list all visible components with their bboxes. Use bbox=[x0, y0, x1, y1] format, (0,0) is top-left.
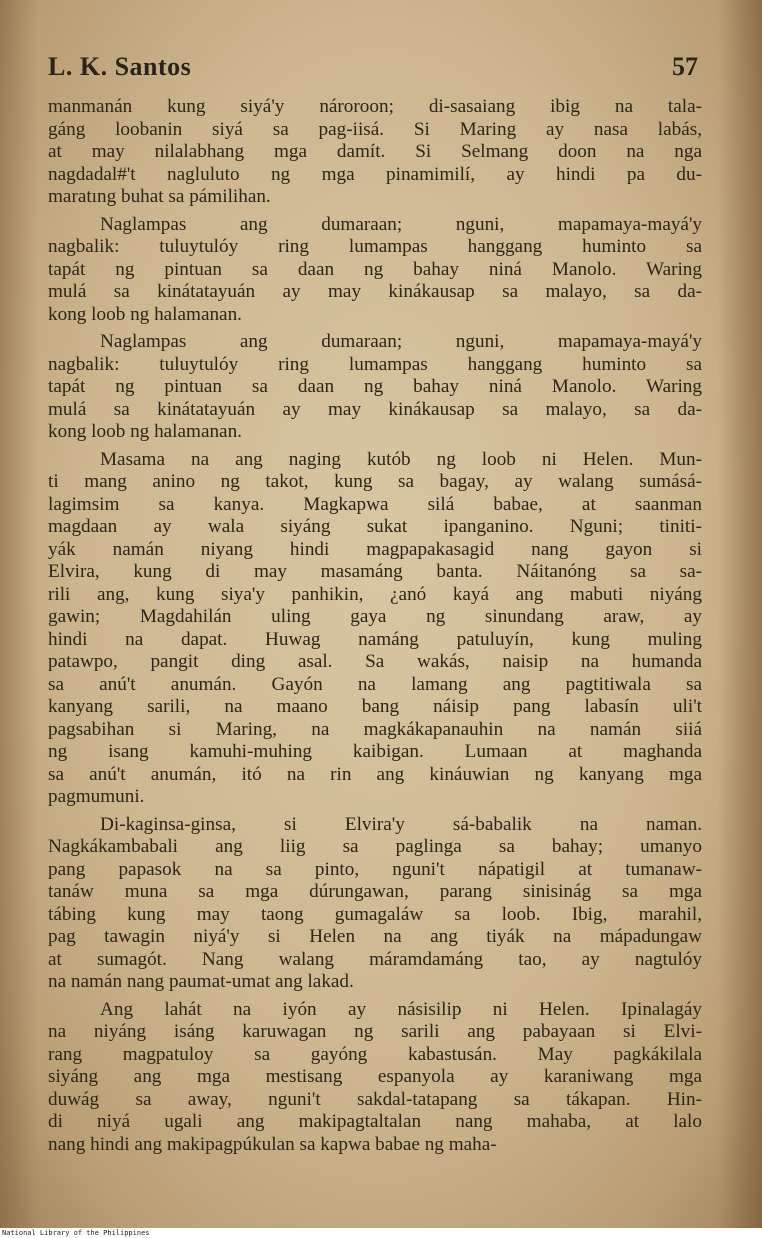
text-line: patawpo, pangit ding asal. Sa wakás, naisip na humanda bbox=[48, 651, 702, 672]
text-line: kong loob ng halamanan. bbox=[48, 303, 242, 325]
text-line: mulá sa kinátatayuán ay may kinákausap sa malayo, sa da- bbox=[48, 398, 702, 420]
page-header bbox=[48, 52, 698, 88]
text-line: pag tawagin niyá'y si Helen na ang tiyák na mápadungaw bbox=[48, 926, 702, 947]
paragraph bbox=[48, 96, 702, 209]
text-line: gáng loobanin siyá sa pag-iisá. Si Maring ay nasa labás, bbox=[48, 118, 702, 140]
text-line: at sumagót. Nang walang máramdamáng tao, ay nagtulóy bbox=[48, 948, 702, 970]
text-line: gawin; Magdahilán uling gaya ng sinundang araw, ay bbox=[48, 606, 702, 627]
text-line: ng isang kamuhi-muhing kaibigan. Lumaan at maghanda bbox=[48, 741, 702, 762]
text-line: na namán nang paumat-umat ang lakad. bbox=[48, 971, 354, 992]
paragraph bbox=[48, 814, 702, 994]
text-line: Di-kaginsa-ginsa, si Elvira'y sá-babalik na naman. bbox=[100, 813, 702, 835]
text-line: rili ang, kung siya'y panhikin, ¿anó kayá ang mabuti niyáng bbox=[48, 583, 702, 605]
body-text bbox=[48, 96, 702, 1156]
text-line: tanáw muna sa mga dúrungawan, parang sinisinág sa mga bbox=[48, 881, 702, 902]
text-line: sa anú't anumán, itó na rin ang kináuwian ng kanyang mga bbox=[48, 763, 702, 785]
text-line: Elvira, kung di may masamáng banta. Náitanóng sa sa- bbox=[48, 561, 702, 582]
text-line: nagdadal#'t nagluluto ng mga pinamimilí, ay hindi pa du- bbox=[48, 163, 702, 185]
text-line: hindi na dapat. Huwag namáng patuluyín, kung muling bbox=[48, 628, 702, 650]
paragraph bbox=[48, 331, 702, 444]
footer-credit: National Library of the Philippines bbox=[2, 1229, 150, 1237]
text-line: tapát ng pintuan sa daan ng bahay niná Manolo. Waring bbox=[48, 376, 702, 397]
text-line: ti mang anino ng takot, kung sa bagay, ay walang sumásá- bbox=[48, 471, 702, 492]
page-number: 57 bbox=[672, 52, 698, 81]
text-line: sa anú't anumán. Gayón na lamang ang pagtitiwala sa bbox=[48, 673, 702, 695]
running-head: L. K. Santos bbox=[48, 52, 192, 81]
text-line: di niyá ugali ang makipagtaltalan nang mahaba, at lalo bbox=[48, 1111, 702, 1132]
text-line: lagimsim sa kanya. Magkapwa silá babae, at saanman bbox=[48, 493, 702, 515]
text-line: nagbalik: tuluytulóy ring lumampas hanggang huminto sa bbox=[48, 236, 702, 257]
text-line: duwág sa away, nguni't sakdal-tatapang sa tákapan. Hin- bbox=[48, 1088, 702, 1110]
page-shadow-left bbox=[0, 0, 38, 1228]
text-line: nagbalik: tuluytulóy ring lumampas hanggang huminto sa bbox=[48, 353, 702, 375]
text-line: yák namán niyang hindi magpapakasagid nang gayon si bbox=[48, 538, 702, 560]
text-line: nang hindi ang makipagpúkulan sa kapwa babae ng maha- bbox=[48, 1133, 497, 1155]
text-line: pagsabihan si Maring, na magkákapanauhin na namán siiá bbox=[48, 718, 702, 740]
text-line: magdaan ay wala siyáng sukat ipanganino. Nguni; tiniti- bbox=[48, 516, 702, 537]
text-line: kong loob ng halamanan. bbox=[48, 421, 242, 442]
text-line: Masama na ang naging kutób ng loob ni Helen. Mun- bbox=[100, 448, 702, 470]
text-line: manmanán kung siyá'y nároroon; di-sasaiang ibig na tala- bbox=[48, 96, 702, 117]
paragraph bbox=[48, 214, 702, 327]
text-line: mulá sa kinátatayuán ay may kinákausap sa malayo, sa da- bbox=[48, 281, 702, 302]
text-line: Naglampas ang dumaraan; nguni, mapamaya-mayá'y bbox=[100, 213, 702, 235]
text-line: Ang lahát na iyón ay násisilip ni Helen. Ipinalagáy bbox=[100, 998, 702, 1020]
text-line: tapát ng pintuan sa daan ng bahay niná Manolo. Waring bbox=[48, 258, 702, 280]
text-line: siyáng ang mga mestisang espanyola ay karaniwang mga bbox=[48, 1066, 702, 1087]
text-line: Nagkákambabali ang liig sa paglinga sa bahay; umanyo bbox=[48, 836, 702, 857]
text-line: tábing kung may taong gumagaláw sa loob. Ibig, marahil, bbox=[48, 903, 702, 925]
paragraph bbox=[48, 449, 702, 809]
text-line: at may nilalabhang mga damít. Si Selmang doon na nga bbox=[48, 141, 702, 162]
text-line: kanyang sarili, na maano bang náisip pang labasín uli't bbox=[48, 696, 702, 717]
paragraph bbox=[48, 999, 702, 1157]
text-line: na niyáng isáng karuwagan ng sarili ang pabayaan si Elvi- bbox=[48, 1021, 702, 1042]
page-shadow-right bbox=[718, 0, 762, 1228]
text-line: maratıng buhat sa pámilihan. bbox=[48, 186, 271, 207]
text-line: pang papasok na sa pinto, nguni't nápatigil at tumanaw- bbox=[48, 858, 702, 880]
text-line: pagmumuni. bbox=[48, 786, 145, 807]
text-line: rang magpatuloy sa gayóng kabastusán. May pagkákilala bbox=[48, 1043, 702, 1065]
text-line: Naglampas ang dumaraan; nguni, mapamaya-mayá'y bbox=[100, 331, 702, 352]
